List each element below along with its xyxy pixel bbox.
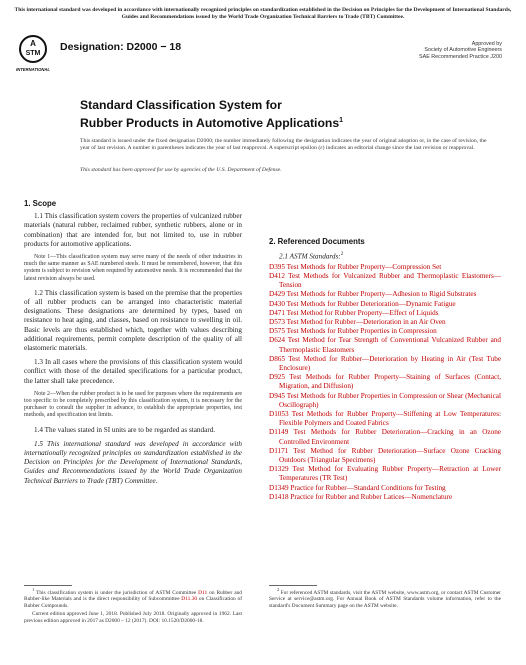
footnote-2: $^2$ For referenced ASTM standards, visit the ASTM website, www.astm.org, or contact ASTM Customer Service at service@astm.org. For Annual Book of ASTM Standards volume information, refer to the standard's Document Summary page on the ASTM website. [269,587,501,609]
reference-code[interactable]: D1149 [269,428,289,437]
svg-text:A: A [30,39,36,48]
approval-block [342,41,502,60]
committee-link[interactable]: D11 [198,589,208,596]
reference-item[interactable] [269,465,501,483]
reference-item[interactable] [269,300,501,309]
reference-title[interactable]: Test Method for Rubber—Deterioration by Heating in Air (Test Tube Enclosure) [279,354,502,373]
svg-text:INTERNATIONAL: INTERNATIONAL [16,67,50,72]
reference-title[interactable]: Test Methods for Rubber Deterioration—Cracking in an Ozone Controlled Environment [279,428,501,446]
reference-code[interactable]: D430 [269,299,285,308]
reference-code[interactable]: D471 [269,308,285,317]
reference-item[interactable] [269,263,501,272]
footnotes-left [24,587,242,626]
reference-item[interactable] [269,318,501,327]
reference-title[interactable]: Test Methods for Rubber Property—Stiffening at Low Temperatures: Flexible Polymers and Coated Fabrics [279,410,501,428]
reference-code[interactable]: D865 [269,354,285,363]
reference-item[interactable] [269,447,501,465]
footnote-1-edition: Current edition approved June 1, 2018. Published July 2018. Originally approved in 1962. Last previous edition approved in 2017 as D2000 – 12 (2017). DOI: 10.1520/D2000-18. [24,611,242,624]
scope-paragraph-1-5: 1.5 This international standard was developed in accordance with internationally recognized principles on standardization established in the Decision on Principles for the Development of International Standards, Guides and Recommendations issued by the World Trade Organization Technical Barriers to Trade (TBT) Committee. [24,439,242,485]
title-footnote-marker: 1 [339,117,344,124]
note-1: Note 1—This classification system may serve many of the needs of other industries in much the same manner as SAE numbered steels. It must be remembered, however, that this system is subject to revision when required by automotive needs. It is recommended that the latest revision always be used. [24,254,242,282]
scope-paragraph-1-4: 1.4 The values stated in SI units are to be regarded as standard. [34,425,216,434]
reference-code[interactable]: D1329 [269,465,289,474]
reference-code[interactable]: D573 [269,318,285,327]
reference-title[interactable]: Test Methods for Rubber Property—Compression Set [286,262,442,271]
reference-title[interactable]: Test Method for Tear Strength of Conventional Vulcanized Rubber and Thermoplastic Elastomers [279,336,501,354]
footnote-divider [269,585,317,586]
reference-item[interactable] [269,373,501,391]
reference-title[interactable]: Test Method for Rubber Property—Effect of Liquids [286,308,439,317]
reference-item[interactable] [269,484,501,493]
note-2: Note 2—When the rubber product is to be used for purposes where the requirements are too specific to be completely prescribed by this classification system, it is necessary for the purchaser to consult the supplier in advance, to establish the appropriate properties, test methods, and specification test limits. [24,390,242,419]
scope-paragraph-1-2: 1.2 This classification system is based on the premise that the properties of all rubber products can be arranged into characteristic material designations. These designations are determined by types, based on resistance to heat aging, and classes, based on resistance to swelling in oil. Basic levels are thus established which, together with values describing additional requirements, permit complete description of the quality of all elastomeric materials. [24,288,242,353]
title-line-1: Standard Classification System for [80,98,282,112]
reference-title[interactable]: Practice for Rubber and Rubber Latices—Nomenclature [290,492,453,501]
reference-item[interactable] [269,272,501,290]
reference-title[interactable]: Test Method for Rubber—Deterioration in an Air Oven [286,318,446,327]
title-line-2: Rubber Products in Automotive Applications$^1$ [80,116,344,131]
reference-title[interactable]: Test Methods for Rubber Properties in Compression [286,327,437,336]
approval-line: Approved by [471,41,502,47]
approval-line: SAE Recommended Practice J200 [419,53,502,60]
reference-code[interactable]: D1349 [269,483,289,492]
reference-code[interactable]: D945 [269,391,285,400]
reference-title[interactable]: Practice for Rubber—Standard Conditions for Testing [290,483,446,492]
scope-heading: 1. Scope [24,199,57,208]
reference-code[interactable]: D412 [269,272,285,280]
reference-item[interactable] [269,355,501,373]
astm-logo-icon [18,34,48,74]
designation-label: Designation: D2000 − 18 [60,41,182,53]
footnote-1: $^1$ This classification system is under the jurisdiction of ASTM Committee D11 on Rubber and Rubber-like Materials and is the direct responsibility of Subcommittee D11.30 on Classification of Rubber Compounds. [24,587,242,609]
scope-paragraph-1-3: 1.3 In all cases where the provisions of this classification system would conflict with those of the detailed specifications for a particular product, the latter shall take precedence. [24,358,242,385]
reference-list [269,263,501,502]
reference-code[interactable]: D1053 [269,410,289,419]
reference-title[interactable]: Test Methods for Rubber Properties in Compression or Shear (Mechanical Oscillograph) [279,391,501,409]
document-title [80,98,343,131]
issuance-note: This standard is issued under the fixed designation D2000; the number immediately following the designation indicates the year of original adoption or, in the case of revision, the year of last revision. A number in parentheses indicates the year of last reapproval. A superscript epsilon (ε) indicates an editorial change since the last revision or reapproval. [80,138,487,151]
subcommittee-link[interactable]: D11.30 [181,596,198,603]
reference-code[interactable]: D395 [269,262,285,271]
international-standard-notice: This international standard was developed in accordance with internationally recognized principles on standardization established in the Decision on Principles for the Development of International Standards, Guides and Recommendations issued by the World Trade Organization Technical Barriers to Trade (TBT) Committee. [14,7,512,20]
reference-title[interactable]: Test Methods for Rubber Property—Adhesion to Rigid Substrates [286,290,477,299]
approval-line: Society of Automotive Engineers [424,47,502,54]
reference-item[interactable] [269,428,501,446]
reference-title[interactable]: Test Method for Evaluating Rubber Property—Retraction at Lower Temperatures (TR Test) [279,465,502,483]
reference-item[interactable] [269,327,501,336]
reference-code[interactable]: D624 [269,336,285,345]
reference-code[interactable]: D575 [269,327,285,336]
right-column [269,199,501,502]
svg-text:STM: STM [25,50,41,57]
references-heading: 2. Referenced Documents [269,237,365,246]
reference-item[interactable] [269,336,501,354]
reference-title[interactable]: Test Methods for Vulcanized Rubber and Thermoplastic Elastomers—Tension [279,272,501,290]
footnote-divider [24,585,72,586]
footnotes-right [269,587,501,611]
reference-title[interactable]: Test Methods for Rubber Deterioration—Dynamic Fatigue [286,299,456,308]
reference-code[interactable]: D1171 [269,446,289,455]
reference-item[interactable] [269,410,501,428]
reference-item[interactable] [269,392,501,410]
reference-item[interactable] [269,493,501,502]
reference-title[interactable]: Test Methods for Rubber Property—Staining of Surfaces (Contact, Migration, and Diffusion) [279,373,501,391]
reference-code[interactable]: D925 [269,373,285,382]
reference-item[interactable] [269,290,501,299]
defense-note: This standard has been approved for use by agencies of the U.S. Department of Defense. [80,167,282,173]
reference-title[interactable]: Test Method for Rubber Deterioration—Surface Ozone Cracking Outdoors (Triangular Specimens) [279,446,502,465]
reference-item[interactable] [269,309,501,318]
reference-code[interactable]: D1418 [269,492,289,501]
scope-paragraph-1-1: 1.1 This classification system covers the properties of vulcanized rubber materials (natural rubber, reclaimed rubber, synthetic rubbers, alone or in combination) that are intended for, but not limited to, use in rubber products for automotive applications. [24,212,242,248]
astm-standards-label: 2.1 ASTM Standards:$^2$ [279,252,344,261]
astm-footnote-marker: 2 [340,252,344,258]
reference-code[interactable]: D429 [269,290,285,299]
left-column [24,199,242,491]
